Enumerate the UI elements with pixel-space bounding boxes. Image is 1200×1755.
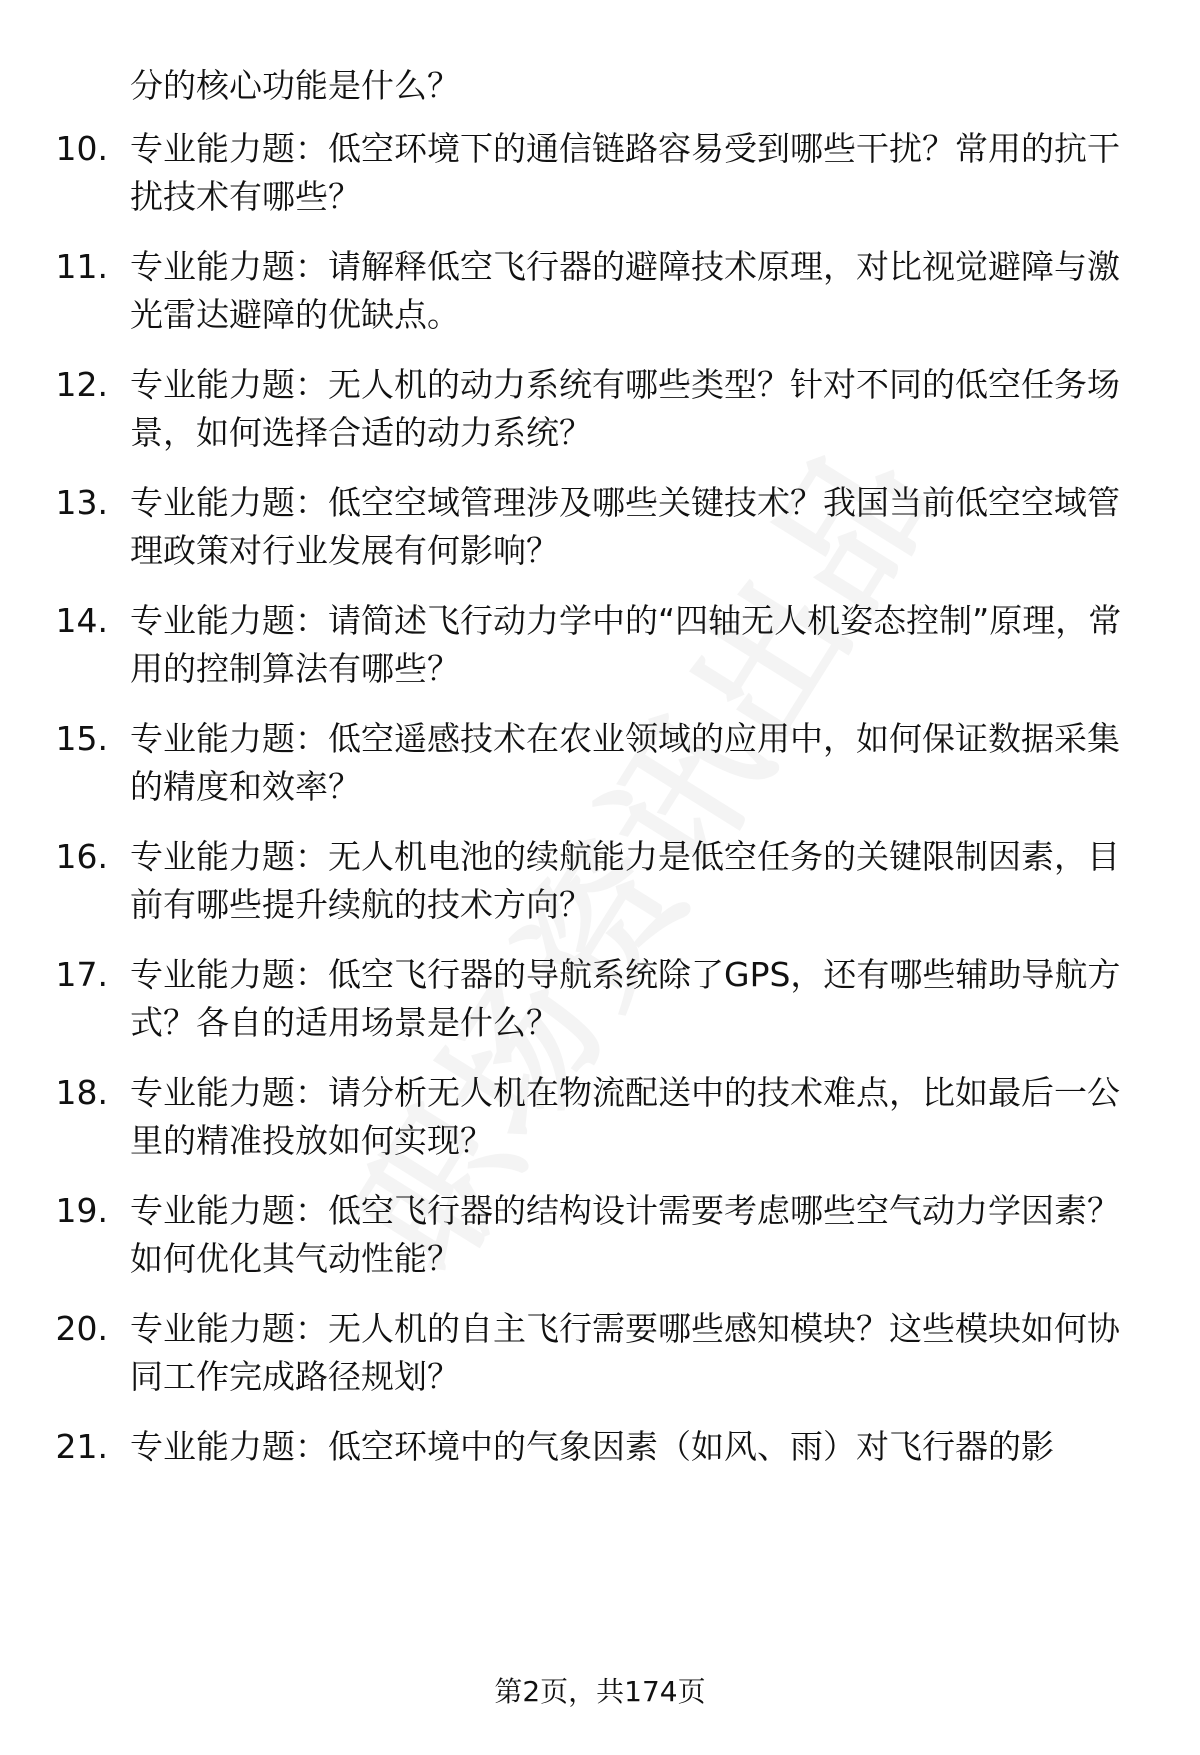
- continued-question-text: 分的核心功能是什么？: [130, 66, 460, 105]
- question-item: [0, 243, 1200, 353]
- question-number: 11.: [55, 247, 108, 286]
- question-item: [0, 597, 1200, 707]
- question-number: 14.: [55, 601, 108, 640]
- question-item: [0, 479, 1200, 589]
- question-item: [0, 1187, 1200, 1297]
- question-text: 专业能力题：低空飞行器的结构设计需要考虑哪些空气动力学因素？如何优化其气动性能？: [130, 1191, 1120, 1278]
- question-number: 12.: [55, 365, 108, 404]
- question-text: 专业能力题：请分析无人机在物流配送中的技术难点，比如最后一公里的精准投放如何实现？: [130, 1073, 1120, 1160]
- question-number: 19.: [55, 1191, 108, 1230]
- question-text: 专业能力题：低空空域管理涉及哪些关键技术？我国当前低空空域管理政策对行业发展有何影响？: [130, 483, 1120, 570]
- page-number-footer: 第2页，共174页: [494, 1675, 706, 1708]
- question-text: 专业能力题：无人机的自主飞行需要哪些感知模块？这些模块如何协同工作完成路径规划？: [130, 1309, 1120, 1396]
- question-number: 17.: [55, 955, 108, 994]
- question-item: [0, 1423, 1200, 1533]
- question-item: [0, 1069, 1200, 1179]
- question-text: 专业能力题：低空飞行器的导航系统除了GPS，还有哪些辅助导航方式？各自的适用场景是什么？: [130, 955, 1121, 1042]
- question-text: 专业能力题：请解释低空飞行器的避障技术原理，对比视觉避障与激光雷达避障的优缺点。: [130, 247, 1120, 334]
- question-number: 15.: [55, 719, 108, 758]
- question-text: 专业能力题：无人机的动力系统有哪些类型？针对不同的低空任务场景，如何选择合适的动力系统？: [130, 365, 1120, 452]
- question-item: [0, 715, 1200, 825]
- question-text: 专业能力题：低空环境中的气象因素（如风、雨）对飞行器的影: [130, 1427, 1054, 1466]
- question-number: 16.: [55, 837, 108, 876]
- question-number: 10.: [55, 129, 108, 168]
- question-item: [0, 833, 1200, 943]
- question-number: 20.: [55, 1309, 108, 1348]
- question-item: [0, 361, 1200, 471]
- question-item: [0, 951, 1200, 1061]
- question-item: [0, 125, 1200, 235]
- question-item: [0, 1305, 1200, 1415]
- question-text: 专业能力题：低空环境下的通信链路容易受到哪些干扰？常用的抗干扰技术有哪些？: [130, 129, 1120, 216]
- question-number: 13.: [55, 483, 108, 522]
- question-text: 专业能力题：请简述飞行动力学中的“四轴无人机姿态控制”原理，常用的控制算法有哪些？: [130, 601, 1122, 688]
- question-number: 21.: [55, 1427, 108, 1466]
- question-text: 专业能力题：无人机电池的续航能力是低空任务的关键限制因素，目前有哪些提升续航的技术方向？: [130, 837, 1120, 924]
- question-number: 18.: [55, 1073, 108, 1112]
- question-text: 专业能力题：低空遥感技术在农业领域的应用中，如何保证数据采集的精度和效率？: [130, 719, 1120, 806]
